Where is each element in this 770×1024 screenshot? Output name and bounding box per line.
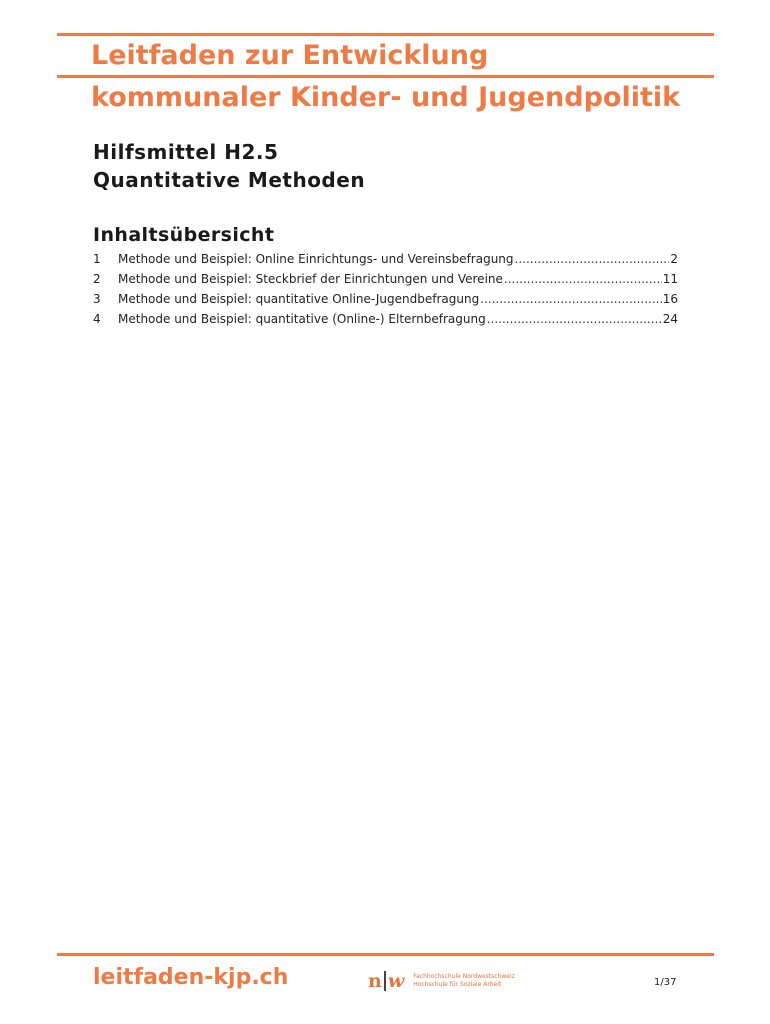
toc-leader-dots — [515, 252, 670, 266]
institution-line1: Fachhochschule Nordwestschweiz — [413, 973, 515, 980]
logo-divider — [384, 971, 386, 991]
toc-leader-dots — [504, 272, 662, 286]
toc-leader-dots — [487, 312, 662, 326]
toc-entry[interactable] — [93, 312, 678, 332]
logo-letter-n: n — [368, 970, 382, 992]
toc-heading: Inhaltsübersicht — [93, 224, 275, 246]
toc-entry-label[interactable]: Methode und Beispiel: Online Einrichtungs- und Vereinsbefragung — [118, 252, 514, 266]
toc-entry-number: 4 — [93, 312, 101, 326]
toc-entry[interactable] — [93, 272, 678, 292]
toc-entry[interactable] — [93, 292, 678, 312]
footer-website[interactable]: leitfaden-kjp.ch — [93, 965, 289, 990]
toc-entry-number: 1 — [93, 252, 101, 266]
toc-leader-dots — [480, 292, 662, 306]
institution-line2: Hochschule für Soziale Arbeit — [413, 981, 502, 988]
top-rule — [57, 33, 714, 36]
toc-entry[interactable] — [93, 252, 678, 272]
table-of-contents — [93, 252, 678, 332]
document-title-line2: kommunaler Kinder- und Jugendpolitik — [91, 82, 681, 113]
toc-entry-page: 24 — [662, 312, 678, 326]
footer-rule — [57, 953, 714, 956]
toc-entry-page: 11 — [662, 272, 678, 286]
toc-entry-page: 16 — [662, 292, 678, 306]
document-title-line1: Leitfaden zur Entwicklung — [91, 40, 489, 71]
toc-entry-label[interactable]: Methode und Beispiel: quantitative (Online-) Elternbefragung — [118, 312, 486, 326]
toc-entry-label[interactable]: Methode und Beispiel: quantitative Online-Jugendbefragung — [118, 292, 480, 306]
fhnw-logo-mark — [368, 970, 404, 992]
subtitle-line1: Hilfsmittel H2.5 — [93, 140, 279, 164]
logo-letter-w: w — [387, 970, 405, 992]
toc-entry-label[interactable]: Methode und Beispiel: Steckbrief der Einrichtungen und Vereine — [118, 272, 503, 286]
page-number: 1/37 — [654, 977, 677, 988]
toc-entry-number: 3 — [93, 292, 101, 306]
middle-rule — [57, 75, 714, 78]
subtitle-line2: Quantitative Methoden — [93, 168, 366, 192]
toc-entry-page: 2 — [670, 252, 678, 266]
fhnw-logo — [368, 970, 515, 992]
toc-entry-number: 2 — [93, 272, 101, 286]
institution-name — [413, 973, 515, 989]
